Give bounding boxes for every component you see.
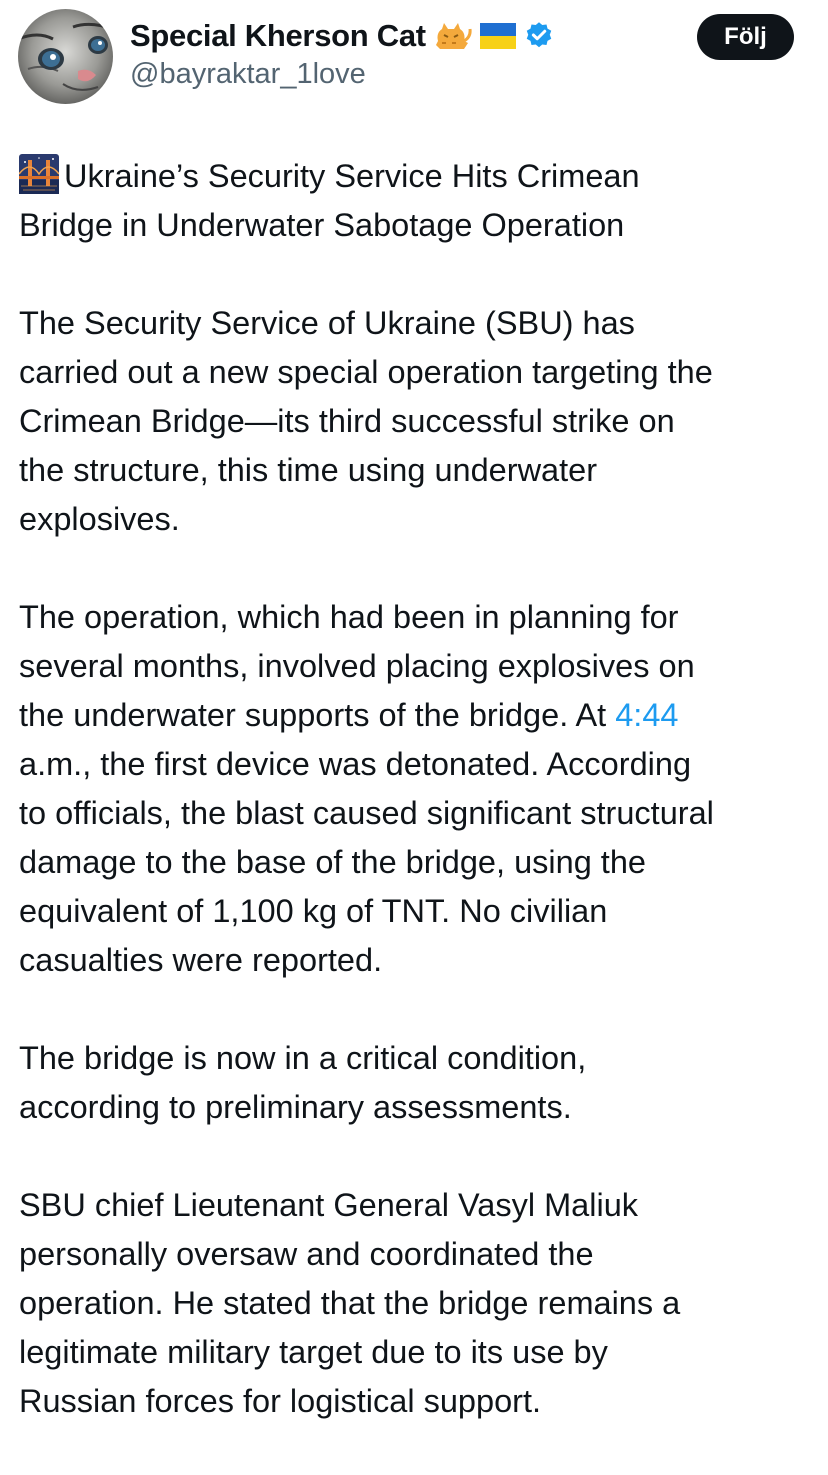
- verified-badge-icon[interactable]: [524, 21, 554, 51]
- headline-line-2: Bridge in Underwater Sabotage Operation: [19, 207, 625, 243]
- cat-avatar-image: [18, 9, 113, 104]
- cat-emoji: [434, 19, 472, 53]
- paragraph-3: The bridge is now in a critical condition, according to preliminary assessments.: [19, 1040, 587, 1125]
- time-link[interactable]: 4:44: [615, 697, 679, 733]
- tweet-headline: [19, 152, 819, 250]
- tweet-header: [0, 0, 828, 120]
- tweet-text: [19, 152, 819, 1475]
- avatar[interactable]: [18, 9, 113, 104]
- paragraph-2: The operation, which had been in planning for several months, involved placing explosives on the underwater supports of the bridge. At 4:44 a.m., the first device was detonated. According to officials, the blast caused significant structural damage to the base of the bridge, using the equivalent of 1,100 kg of TNT. No civilian casualties were reported.: [19, 599, 714, 978]
- user-handle[interactable]: @bayraktar_1love: [130, 58, 366, 90]
- follow-button[interactable]: Följ: [697, 14, 794, 60]
- display-name-row: [130, 16, 554, 56]
- bridge-at-night-emoji: [19, 154, 59, 194]
- paragraph-4: SBU chief Lieutenant General Vasyl Maliuk personally oversaw and coordinated the operation. He stated that the bridge remains a legitimate military target due to its use by Russian forces for logistical support.: [19, 1187, 681, 1419]
- paragraph-1: The Security Service of Ukraine (SBU) has carried out a new special operation targeting the Crimean Bridge—its third successful strike on the structure, this time using underwater explosives.: [19, 305, 713, 537]
- ukraine-flag-emoji: [480, 23, 516, 49]
- headline-line-1: Ukraine’s Security Service Hits Crimean: [19, 152, 819, 201]
- display-name[interactable]: Special Kherson Cat: [130, 18, 426, 53]
